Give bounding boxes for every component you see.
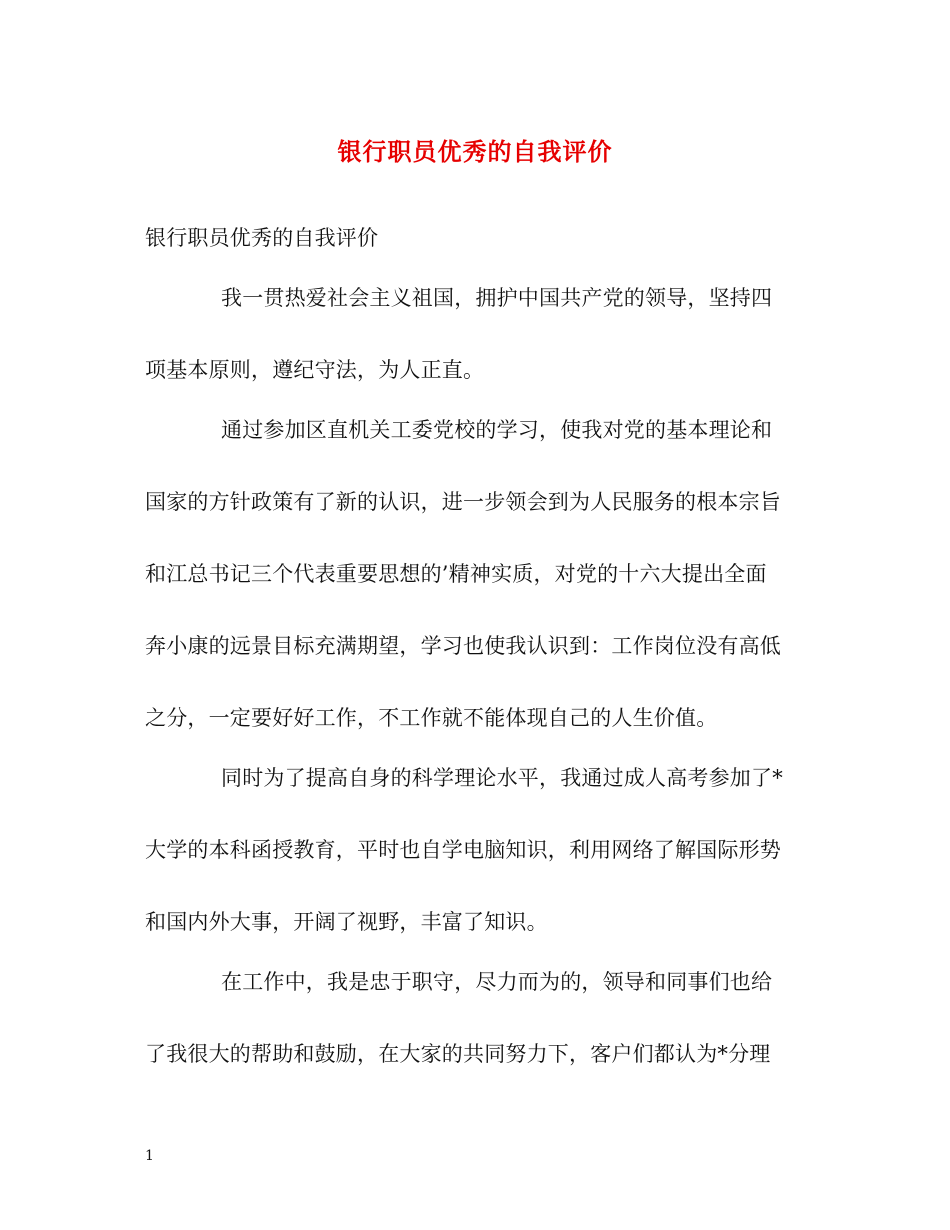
page-number: 1 [145,1148,154,1164]
document-title: 银行职员优秀的自我评价 [337,137,613,166]
paragraph-line: 了我很大的帮助和鼓励，在大家的共同努力下，客户们都认为*分理 [145,1042,771,1066]
paragraph-line: 同时为了提高自身的科学理论水平，我通过成人高考参加了* [221,766,783,790]
paragraph-line: 项基本原则，遵纪守法，为人正直。 [145,358,485,382]
paragraph-line: 大学的本科函授教育，平时也自学电脑知识，利用网络了解国际形势 [145,838,781,862]
document-subtitle: 银行职员优秀的自我评价 [145,226,379,250]
paragraph-line: 和江总书记三个代表重要思想的’精神实质，对党的十六大提出全面 [145,562,767,586]
paragraph-line: 在工作中，我是忠于职守，尽力而为的，领导和同事们也给 [221,970,773,994]
paragraph-line: 国家的方针政策有了新的认识，进一步领会到为人民服务的根本宗旨 [145,490,781,514]
paragraph-line: 和国内外大事，开阔了视野，丰富了知识。 [145,910,548,934]
paragraph-line: 通过参加区直机关工委党校的学习，使我对党的基本理论和 [221,418,773,442]
paragraph-line: 之分，一定要好好工作，不工作就不能体现自己的人生价值。 [145,706,718,730]
paragraph-line: 我一贯热爱社会主义祖国，拥护中国共产党的领导，坚持四 [221,286,773,310]
paragraph-line: 奔小康的远景目标充满期望，学习也使我认识到：工作岗位没有高低 [145,634,781,658]
